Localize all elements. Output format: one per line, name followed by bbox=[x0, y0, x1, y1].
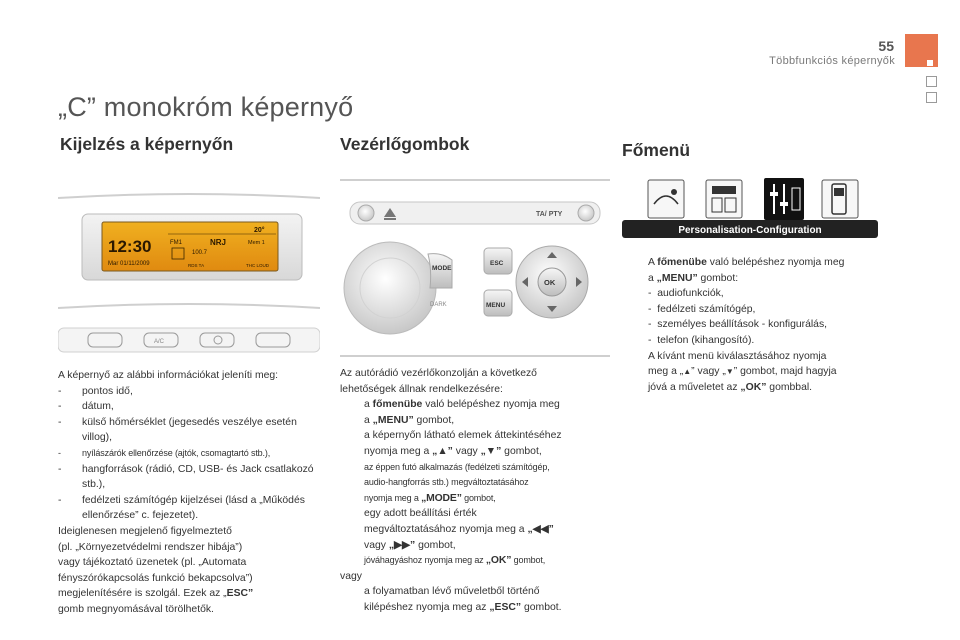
main-menu-illustration bbox=[622, 174, 878, 240]
sub-item: - audiofunkciók, bbox=[648, 288, 724, 300]
menu-bar-label: Personalisation-Configuration bbox=[678, 225, 822, 236]
display-temperature: 20° bbox=[254, 227, 265, 234]
page-title: „C” monokróm képernyő bbox=[58, 92, 354, 122]
list-item: A kívánt menü kiválasztásához nyomja bbox=[648, 350, 827, 362]
sub-item: - fedélzeti számítógép, bbox=[648, 303, 756, 315]
menu-button-label: MENU bbox=[486, 302, 506, 309]
esc-button-label: ESC bbox=[490, 260, 504, 267]
main-menu-description: A főmenübe való belépéshez nyomja meg a „MENU” gombot: - audiofunkciók, - fedélzeti számítógép, - személyes beállítások - konfigurálás, - telefon (kihangosító). A kívánt menü kiválasztásához nyomja meg a „▲” vagy „▼” gombot, majd hagyja jóvá a műveletet az „OK” gombbal. bbox=[624, 255, 894, 395]
list-item: a főmenübe való belépéshez nyomja meg bbox=[364, 399, 560, 411]
para-line: fényszórókapcsolás funkció bekapcsolva”) bbox=[58, 572, 253, 584]
mode-button-label: MODE bbox=[432, 265, 452, 272]
list-item: a folyamatban lévő műveletből történő bbox=[364, 586, 540, 598]
arrow-up-icon: ▲ bbox=[683, 367, 692, 377]
arrow-down-icon: ▼ bbox=[725, 367, 734, 377]
control-panel-illustration bbox=[340, 170, 610, 360]
list-item: - dátum, bbox=[58, 401, 114, 413]
arrow-left-icon: ◀◀ bbox=[532, 523, 549, 535]
chapter-tab bbox=[905, 34, 938, 67]
arrow-up-icon: ▲ bbox=[437, 445, 448, 457]
list-item: - külső hőmérséklet (jegesedés veszélye esetén villog), bbox=[58, 416, 297, 444]
display-time: 12:30 bbox=[108, 237, 152, 256]
list-item: - fedélzeti számítógép kijelzései (lásd a „Működés ellenőrzése” c. fejezetet). bbox=[58, 494, 305, 522]
arrow-right-icon: ▶▶ bbox=[394, 539, 411, 551]
trip-computer-menu-icon bbox=[706, 180, 742, 218]
list-item: - nyílászárók ellenőrzése (ajtók, csomagtartó stb.), bbox=[58, 447, 271, 458]
display-date: Mar 01/11/2009 bbox=[108, 261, 150, 267]
ok-button-label: OK bbox=[544, 278, 556, 287]
display-band: FM1 bbox=[170, 240, 182, 246]
list-item: a képernyőn látható elemek áttekintéséhez bbox=[364, 430, 562, 442]
display-rds-ta: RDS TA bbox=[188, 263, 205, 268]
sub-item: - személyes beállítások - konfigurálás, bbox=[648, 319, 828, 331]
section-title: Többfunkciós képernyők bbox=[769, 55, 895, 67]
list-item: - pontos idő, bbox=[58, 385, 133, 397]
display-frequency: 100.7 bbox=[192, 250, 208, 256]
list-item: - hangforrások (rádió, CD, USB- és Jack csatlakozó stb.), bbox=[58, 463, 314, 491]
display-description bbox=[58, 368, 320, 618]
list-item: az éppen futó alkalmazás (fedélzeti számítógép, bbox=[364, 461, 550, 472]
checkbox-square-1 bbox=[926, 76, 937, 87]
sub-item: - telefon (kihangosító). bbox=[648, 334, 755, 346]
arrow-down-icon: ▼ bbox=[485, 445, 497, 457]
list-item: egy adott beállítási érték bbox=[364, 508, 477, 520]
radio-display-illustration bbox=[58, 190, 320, 360]
controls-description: Az autórádió vezérlőkonzolján a következő lehetőségek állnak rendelkezésére: a főmenübe való belépéshez nyomja meg a „MENU” gombot, a képernyőn látható elemek áttekintéséhez nyomja meg a „▲” vagy „▼” gombot, az éppen futó alkalmazás (fedélzeti számítógép, audio-hangforrás stb.) megváltoztatásához nyomja meg a „MODE” gombot, egy adott beállítási érték megváltoztatásához nyomja meg a „◀◀” vagy „▶▶” gombot, jóváhagyáshoz nyomja meg az „OK” gombot, vagy a folyamatban lévő műveletből történő kilépéshez nyomja meg az „ESC” gombot. bbox=[340, 366, 612, 616]
svg-text:A/C: A/C bbox=[154, 339, 165, 345]
heading-main-menu: Főmenü bbox=[622, 140, 691, 160]
display-memory: Mem 1 bbox=[248, 240, 265, 246]
list-item: jóváhagyáshoz nyomja meg az „OK” gombot, bbox=[364, 555, 546, 567]
telephone-menu-icon bbox=[822, 180, 858, 218]
heading-controls: Vezérlőgombok bbox=[340, 134, 470, 154]
audio-menu-icon bbox=[648, 180, 684, 218]
chapter-tab-square bbox=[927, 60, 933, 66]
heading-display: Kijelzés a képernyőn bbox=[60, 134, 234, 154]
display-intro: A képernyő az alábbi információkat jeleníti meg: bbox=[58, 370, 279, 381]
dark-button-label: DARK bbox=[430, 302, 447, 308]
display-station: NRJ bbox=[210, 238, 227, 247]
page-number: 55 bbox=[878, 38, 894, 54]
para-line: vagy tájékoztató üzenetek (pl. „Automata bbox=[58, 557, 247, 569]
para-line: gomb megnyomásával törölhetők. bbox=[58, 603, 214, 615]
para-line: (pl. „Környezetvédelmi rendszer hibája”) bbox=[58, 541, 243, 553]
display-thc-loud: THC LOUD bbox=[246, 263, 270, 268]
ta-pty-label: TA/ PTY bbox=[536, 211, 563, 218]
list-item: A főmenübe való belépéshez nyomja meg bbox=[648, 257, 845, 268]
checkbox-square-2 bbox=[926, 92, 937, 103]
para-line: megjelenítésére is szolgál. Ezek az „ESC” bbox=[58, 588, 254, 600]
para-line: Ideiglenesen megjelenő figyelmeztető bbox=[58, 525, 232, 537]
